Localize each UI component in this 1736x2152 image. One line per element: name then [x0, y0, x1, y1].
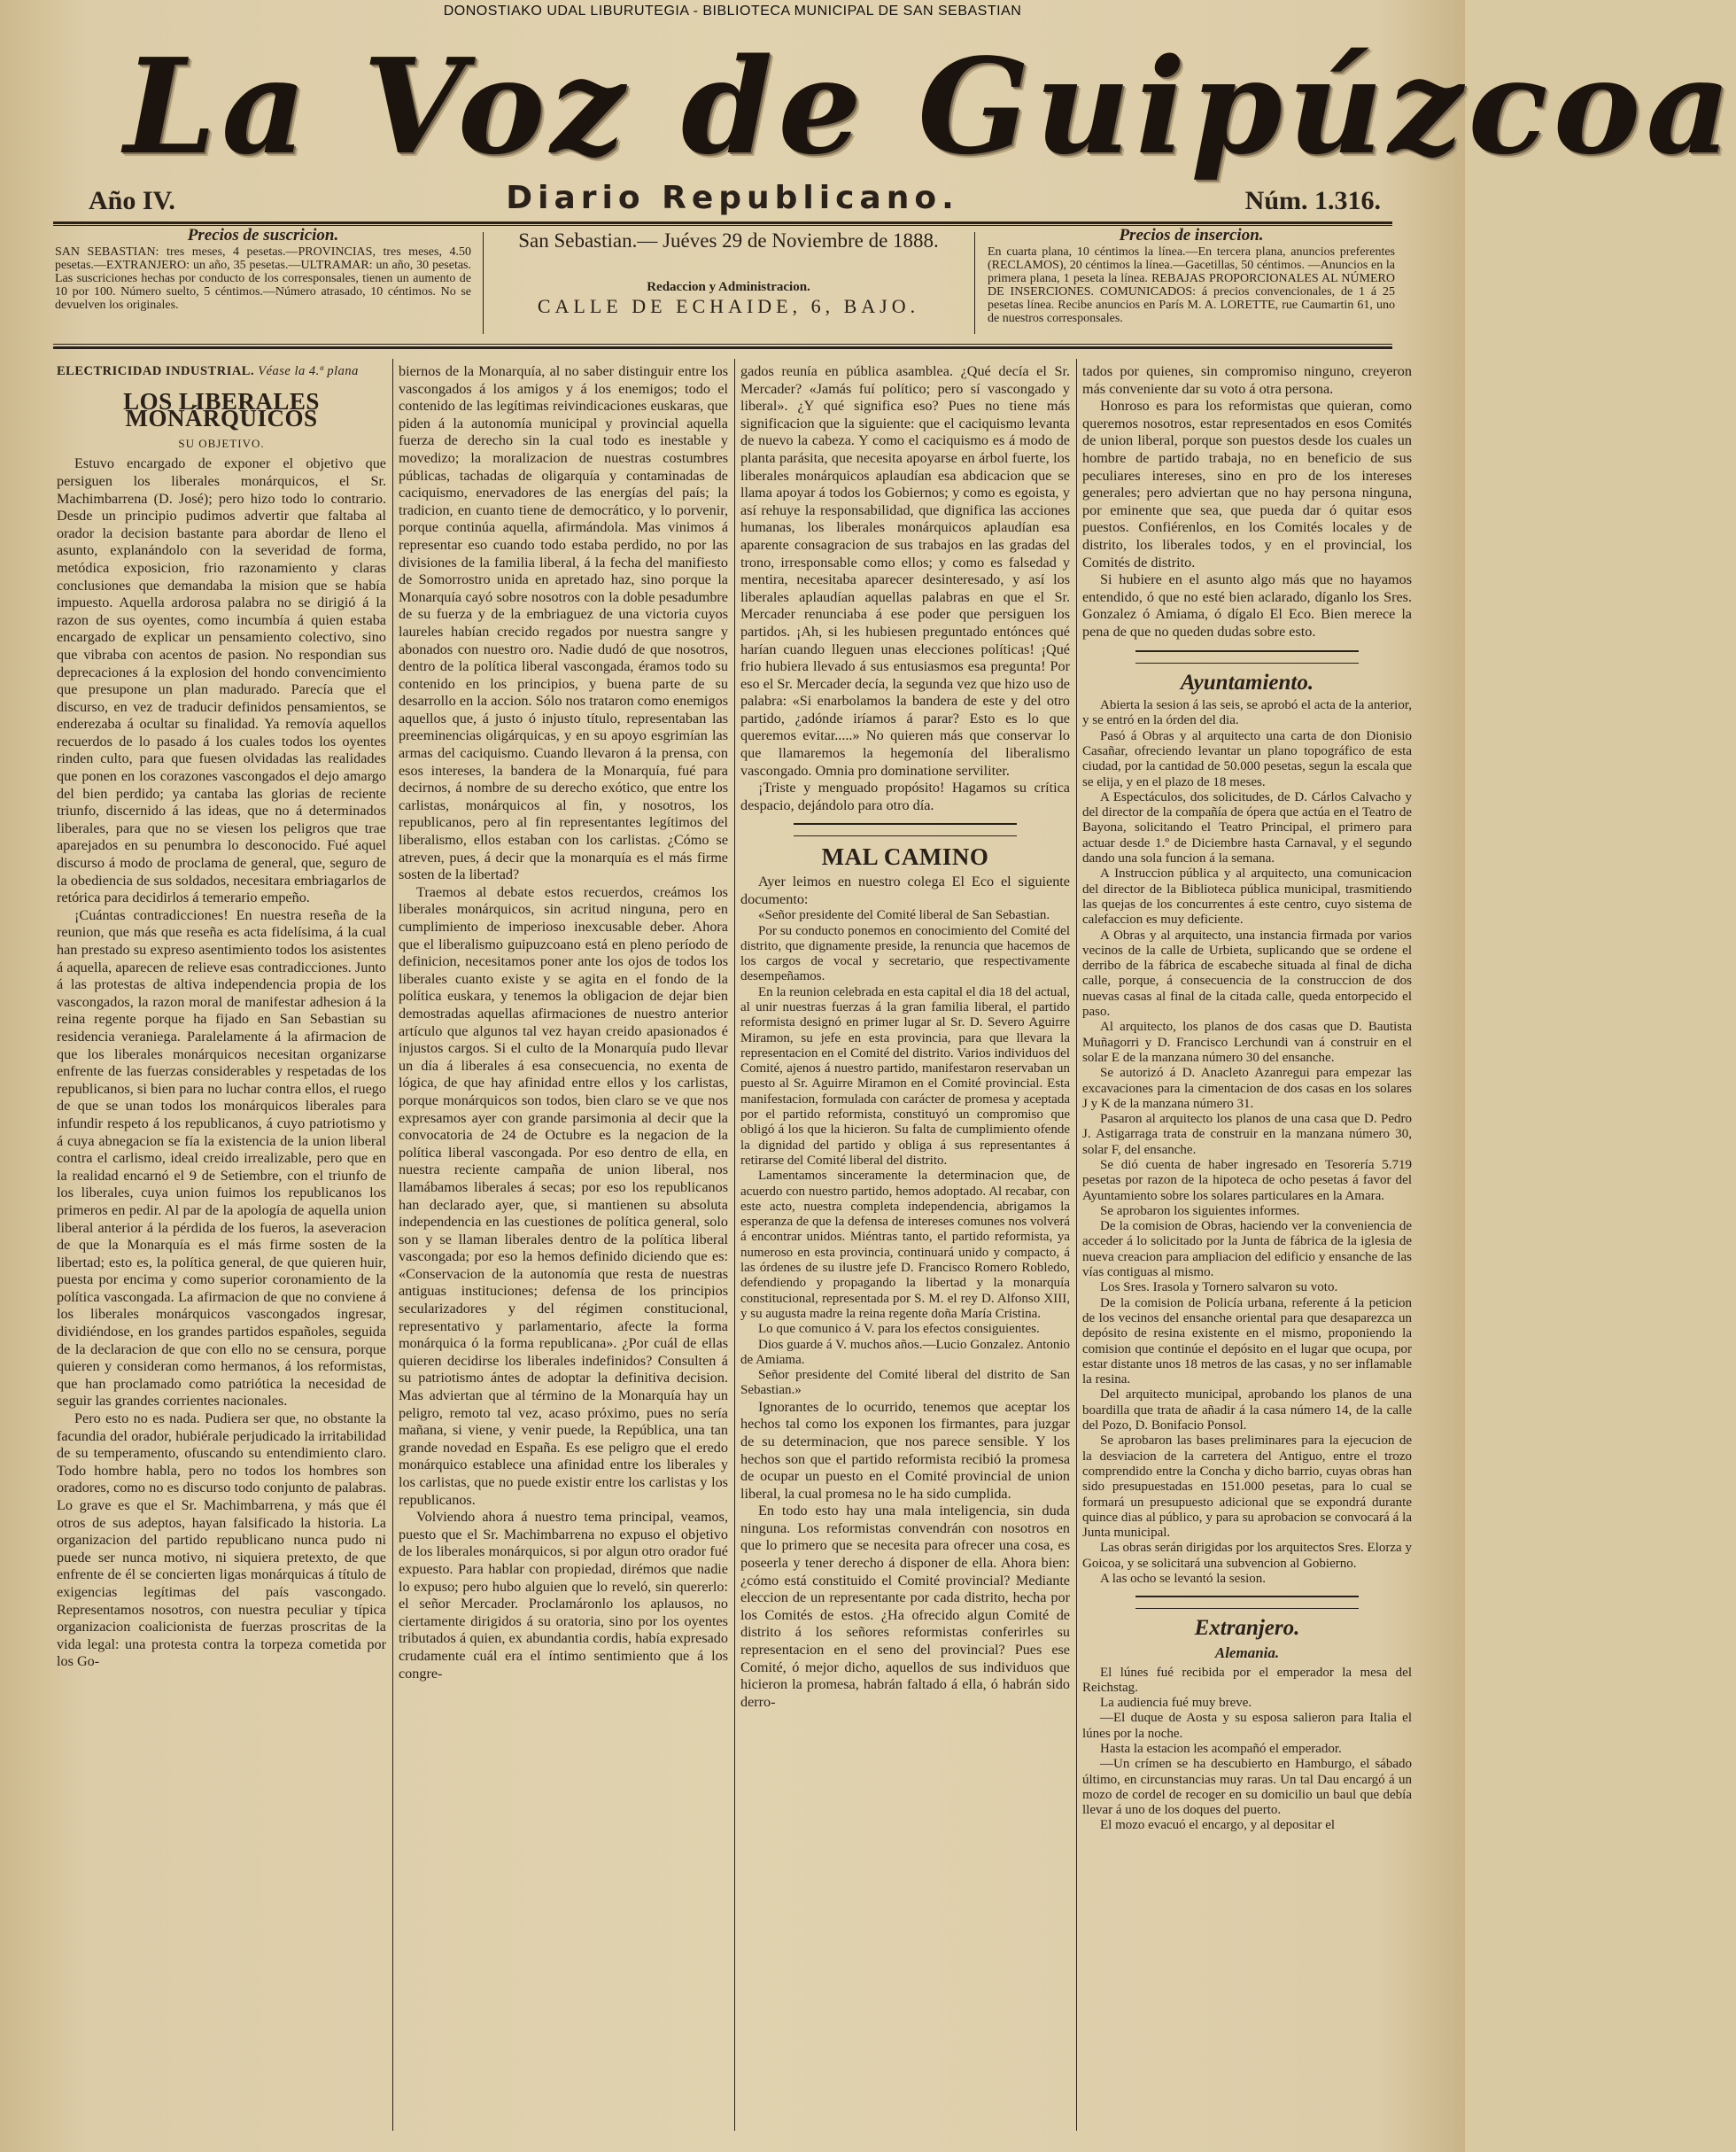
- article-headline: LOS LIBERALES MONÁRQUICOS: [123, 387, 320, 432]
- document-paragraph: Señor presidente del Comité liberal del distrito de San Sebastian.»: [740, 1368, 1070, 1398]
- news-paragraph: El lúnes fué recibida por el emperador la mesa del Reichstag.: [1082, 1665, 1412, 1695]
- foreign-news: [1082, 1666, 1412, 1834]
- article-subhead: SU OBJETIVO.: [178, 436, 265, 450]
- section-separator: [1135, 650, 1359, 664]
- minutes-paragraph: Se aprobaron las bases preliminares para la ejecucion de la desviacion de la carretera del Antiguo, entre el trozo comprendido entre la Concha y dicho barrio, cuyas obras han sido presupuestadas en 151.000 pesetas, para lo cual se formará un presupuesto adicional que se expondrá durante quince dias al público, y para su aprobacion se convocará á la Junta municipal.: [1082, 1433, 1412, 1541]
- news-paragraph: —El duque de Aosta y su esposa salieron para Italia el lúnes por la noche.: [1082, 1711, 1412, 1741]
- article-paragraph: ¡Triste y menguado propósito! Hagamos su crítica despacio, dejándolo para otro día.: [740, 780, 1070, 813]
- news-paragraph: La audiencia fué muy breve.: [1100, 1696, 1252, 1711]
- column-4: [1082, 363, 1412, 2135]
- masthead: [124, 27, 1736, 186]
- notice-label: ELECTRICIDAD INDUSTRIAL.: [57, 364, 255, 378]
- section-heading-extranjero: Extranjero.: [1194, 1616, 1300, 1641]
- office-address: CALLE DE ECHAIDE, 6, BAJO.: [537, 295, 920, 317]
- article-paragraph: Ayer leimos en nuestro colega El Eco el siguiente documento:: [740, 874, 1070, 907]
- document-paragraph: «Señor presidente del Comité liberal de San Sebastian.: [758, 908, 1050, 923]
- column-divider: [1076, 359, 1077, 2131]
- document-paragraph: Dios guarde á V. muchos años.—Lucio Gonzalez. Antonio de Amiama.: [740, 1337, 1070, 1367]
- subscription-heading: Precios de suscricion.: [187, 226, 339, 245]
- header-divider-right: [974, 232, 975, 334]
- section-separator: [1135, 1596, 1359, 1609]
- minutes-paragraph: A Obras y al arquitecto, una instancia firmada por varios vecinos de la calle de Urbieta, suplicando que se ordene el derribo de la fábrica de escabeche situada al final de dicha calle, porque, á consecuencia de la construccion de dos nuevas casas al final de la citada calle, queda entorpecido el paso.: [1082, 928, 1412, 1020]
- dateline-box: [496, 229, 961, 335]
- minutes-paragraph: A Instruccion pública y al arquitecto, una comunicacion del director de la Biblioteca pública municipal, trasmitiendo las quejas de los concurrentes á este centro, cuyo sistema de calefaccion es muy deficiente.: [1082, 866, 1412, 928]
- newspaper-title: La Voz de Guipúzcoa: [124, 29, 1736, 183]
- article-paragraph: Estuvo encargado de exponer el objetivo que persiguen los liberales monárquicos, el Sr. Machimbarrena (D. José); pero hizo todo lo contrario. Desde un principio pudimos advertir que faltaba al orador la decision bastante para abordar de lleno el asunto, explanándolo con la severidad de forma, metódica exposicion, frio razonamiento y claras conclusiones que demandaba la mision que se había impuesto. Aquella ardorosa palabra no se dirigió á la razon de sus oyentes, como incumbía á quien estaba encargado de explicar un pensamiento colectivo, sino que vibraba con acentos de pasion. No respondian sus deprecaciones á la explosion del hondo convencimiento que presupone un plan madurado. Parecía que el discurso, en vez de traducir definidos pensamientos, se enderezaba á ocultar su finalidad. Ya removía aquellos recuerdos de lo pasado á los cuales todos los oyentes rinden culto, para que fuesen olvidadas las realidades que ponen en los corazones vascongados el dejo amargo del bien perdido; ya cantaba las glorias de reciente triunfo, discernido á las ideas, que no á determinados liberales, para que no se viesen los peligros que trae aparejados en su penumbra lo desconocido. Fué aquel discurso á modo de proclama de general, que, seguro de la obediencia de sus soldados, necesitara embriagarlos de retórica para decidirlos á temerario empeño.: [57, 455, 386, 906]
- article-paragraph: Pero esto no es nada. Pudiera ser que, no obstante la facundia del orador, hubiérale perjudicado la irritabilidad de su temperamento, ofuscando su entendimiento claro. Todo hombre habla, pero no todos los hombres son oradores, como no es discurso todo conjunto de palabras. Lo grave es que el Sr. Machimbarrena, y más que él otros de sus adeptos, hayan falsificado la historia. La organizacion del partido republicano nunca pudo ni puede ser nunca motivo, ni siquiera pretexto, de que enfrente de él se concierten ligas monárquicas á título de exigencias legítimas del país vascongado. Representamos nosotros, con nuestra peculiar y típica organizacion coalicionista de fuerzas proscritas de la vida legal: una protesta contra la torpeza cometida por los Go-: [57, 1410, 386, 1670]
- minutes-paragraph: Los Sres. Irasola y Tornero salvaron su voto.: [1100, 1280, 1338, 1295]
- notice-text: Véase la 4.ª plana: [258, 364, 359, 378]
- minutes-paragraph: Se dió cuenta de haber ingresado en Tesorería 5.719 pesetas por razon de la hipoteca de ocho pesetas á favor del Ayuntamiento sobre los solares particulares en la Amara.: [1082, 1158, 1412, 1203]
- column-1: [57, 363, 386, 2135]
- minutes-paragraph: A las ocho se levantó la sesion.: [1100, 1572, 1267, 1587]
- article-paragraph: ¡Cuántas contradicciones! En nuestra reseña de la reunion, que más que reseña es acta fidelísima, á la cual han prestado su expreso asentimiento todos los asistentes á aquella, aparecen de relieve esas contradicciones. Junto á las protestas de altiva independencia propia de los vascongados, la razon moral de manifestar adhesion á la reina regente porque ha fijado en San Sebastian su residencia veraniega. Paralelamente á la afirmacion de que los liberales monárquicos necesitan organizarse enfrente de las fuerzas considerables y respetadas de los republicanos, si bien para no luchar contra ellos, el ruego de que se unan todos los monárquicos liberales para infundir respeto á los republicanos, á cuyo patriotismo y á cuya abnegacion se fía la existencia de la union liberal contra el carlismo, ideal creido irrealizable, pero que en la realidad encarnó el 9 de Setiembre, con el triunfo de los liberales, cuya union fuimos los republicanos los primeros en pedir. Al par de la apología de aquella union liberal anterior á la pérdida de los fueros, la aseveracion de que la Monarquía es el más firme sosten de la libertad; esto es, la política general, de que quieren huir, puesta por encima y como superior coronamiento de la política vascongada. La afirmacion de que no conviene á los liberales monárquicos vascongados ingresar, dividiéndose, en los grandes partidos españoles, seguida de la declaracion de que con ello no se censura, porque quieren y consideran como hermanos, á los reformistas, que han proclamado como patriótica la necesidad de seguir las grandes corrientes nacionales.: [57, 906, 386, 1410]
- minutes-paragraph: Pasaron al arquitecto los planos de una casa que D. Pedro J. Astigarraga trata de construir en la manzana número 30, solar F, del ensanche.: [1082, 1112, 1412, 1157]
- column-divider: [734, 359, 735, 2131]
- council-minutes: [1082, 698, 1412, 1587]
- year-label: Año IV.: [89, 186, 175, 215]
- article-paragraph: En todo esto hay una mala inteligencia, sin duda ninguna. Los reformistas convendrán con nosotros en que lo primero que se necesita para ofrecer una cosa, es poseerla y tener derecho á disponer de ella. Ahora bien: ¿cómo está constituido el Comité provincial? Mediante eleccion de un representante por cada distrito, hecha por los Comités de estos. ¿Ha ofrecido algun Comité de distrito á los señores reformistas conferirles su representacion en el seno del provincial? Pues ese Comité, ó mejor dicho, aquellos de sus individuos que hicieron la promesa, habrán faltado á ella, ó habrán sido derro-: [740, 1503, 1070, 1710]
- body-rule: [53, 346, 1392, 349]
- section-heading-ayuntamiento: Ayuntamiento.: [1180, 670, 1314, 695]
- section-separator: [794, 823, 1017, 836]
- article-paragraph: gados reunía en pública asamblea. ¿Qué decía el Sr. Mercader? «Jamás fuí político; pero sí vascongado y liberal». ¿Y qué significa eso? Pues no tiene más significacion que la siguiente: que el caciquismo levanta de nuevo la cabeza. Y como el caciquismo es á modo de planta parásita, que necesita apoyarse en árbol fuerte, los liberales monárquicos aplaudían esa abdicacion que se llama apoyar á todos los Gobiernos; y como es egoista, y así rehuye la responsabilidad, que dignifica las acciones humanas, los liberales monárquicos aplaudían esa aparente consagracion de sus trabajos en las gradas del trono, irresponsable como ellos; y como es falsedad y mentira, necesitaba aparecer desinteresado, y así los liberales aplaudían aquellas palabras en que el Sr. Mercader renunciaba á ese poder que persiguen los partidos. ¡Ah, si les hubiesen preguntado entónces qué harían cuando lleguen unas elecciones políticas! ¡Qué frio hubiera llevado á sus entusiasmos esa pregunta! Por eso el Sr. Mercader decía, la segunda vez que hizo uso de palabra: «Si enarbolamos la bandera de este y del otro partido, ¿adónde iríamos á parar? Esto es lo que queremos evitar.....» No quieren más que conservar lo que llamaremos la hegemonía del liberalismo vascongado. Omnia pro dominatione serviliter.: [740, 363, 1070, 779]
- newspaper-subtitle: Diario Republicano.: [506, 180, 959, 216]
- dateline: San Sebastian.— Juéves 29 de Noviembre de 1888.: [518, 229, 939, 252]
- document-paragraph: Lo que comunico á V. para los efectos consiguientes.: [758, 1322, 1040, 1337]
- article-paragraph: Si hubiere en el asunto algo más que no hayamos entendido, ó que no esté bien aclarado, díganlo los Sres. Gonzalez ó Amiama, ó dígalo El Eco. Bien merece la pena de que no queden dudas sobre esto.: [1082, 571, 1412, 640]
- subscription-text: SAN SEBASTIAN: tres meses, 4 pesetas.—PROVINCIAS, tres meses, 4.50 pesetas.—EXTRANJERO: un año, 35 pesetas.—ULTRAMAR: un año, 30 pesetas. Las suscriciones hechas por conducto de los corresponsales, tienen un aumento de 10 por 100. Número suelto, 5 céntimos.—Número atrasado, 10 céntimos. No se devuelven los originales.: [55, 245, 471, 312]
- article-paragraph: Honroso es para los reformistas que quieran, como queremos nosotros, estar representados en esos Comités de union liberal, porque son puestos desde los cuales un hombre de partido trabaja, no en beneficio de sus peculiares intereses, sino en pro de los intereses generales; pero adviertan que no hay persona ninguna, por eminente que sea, que pueda dar ó quitar esos puestos. Confiérenlos, en los Comités locales y de distrito, los liberales todos, y en el provincial, los Comités de distrito.: [1082, 398, 1412, 571]
- body-rule-thin: [53, 344, 1392, 345]
- issue-number: Núm. 1.316.: [1244, 186, 1381, 215]
- column-2: [399, 363, 728, 2135]
- minutes-paragraph: Al arquitecto, los planos de dos casas que D. Bautista Muñagorri y D. Francisco Lerchundi van á construir en el solar E de la manzana número 30 del ensanche.: [1082, 1020, 1412, 1065]
- article-headline-mal-camino: MAL CAMINO: [821, 843, 989, 871]
- minutes-paragraph: Abierta la sesion á las seis, se aprobó el acta de la anterior, y se entró en la órden del dia.: [1082, 698, 1412, 728]
- news-paragraph: —Un crímen se ha descubierto en Hamburgo, el sábado último, en circunstancias muy raras. Un tal Dau encargó á un mozo de cordel de recoger en su domicilio un baul que debía llevar á uno de los doques del puerto.: [1082, 1757, 1412, 1818]
- header-rule: [53, 221, 1392, 224]
- document-paragraph: Lamentamos sinceramente la determinacion que, de acuerdo con nuestro partido, hemos adoptado. Al recabar, con este acto, nuestra completa independencia, abrigamos la esperanza de que la defensa de intereses comunes nos volverá á encontrar unidos. Miéntras tanto, el partido reformista, ya numeroso en esta provincia, continuará unido y compacto, á las órdenes de su ilustre jefe D. Francisco Romero Robledo, defendiendo y propagando la libertad y la monarquía constitucional, representada por S. M. el rey D. Alfonso XIII, y su augusta madre la reina regente doña María Cristina.: [740, 1169, 1070, 1321]
- minutes-paragraph: De la comision de Policía urbana, referente á la peticion de los vecinos del ensanche oriental para que desaparezca un depósito de resina existente en el mismo, proponiendo la comision que continúe el depósito en el lugar que ocupa, por estar distante unos 18 metros de las casas, y no ser inflamable la resina.: [1082, 1295, 1412, 1387]
- insertion-heading: Precios de insercion.: [1119, 226, 1264, 245]
- archive-stamp: DONOSTIAKO UDAL LIBURUTEGIA - BIBLIOTECA MUNICIPAL DE SAN SEBASTIAN: [443, 4, 1022, 19]
- article-paragraph: Traemos al debate estos recuerdos, creámos los liberales monárquicos, sin acritud ninguna, pero en cumplimiento de imperioso inexcusable deber. Ahora que el liberalismo guipuzcoano está en pleno período de definicion, necesitamos poner ante los ojos de todos los liberales cuanto existe y se agita en el fondo de la política euskara, y tenemos la obligacion de dejar bien demostradas aquellas afirmaciones de nuestro anterior artículo que algunos tal vez hayan creido apasionados é injustos cargos. Si el culto de la Monarquía pudo llevar un día á liberales á esa consecuencia, no exenta de lógica, de que hay afinidad entre ellos y los carlistas, porque monárquicos son todos, bien claro se ve que nos expresamos ayer con grande parsimonia al decir que la convocatoria de 24 de Octubre es la negacion de la política liberal vascongada. Por eso dentro de ella, en nuestra reciente campaña de union liberal, nos llamábamos liberales á secas; por eso los republicanos han declarado ayer, que, si mantienen su absoluta independencia en las cuestiones de política general, solo son y se llaman liberales dentro de la política liberal vascongada; por eso la hemos definido diciendo que es: «Conservacion de la autonomía que resta de nuestras antiguas instituciones; defensa de los principios secularizadores y del régimen constitucional, representativo y parlamentario, afecte la forma monárquica ó la forma republicana». ¿Por cuál de ellas quieren decidirse los liberales indefinidos? Consulten á su patriotismo ántes de adoptar la definitiva decision. Mas adviertan que al término de la Monarquía hay un peligro, remoto tal vez, acaso próximo, pues no sería mañana, si viene, y venir puede, la República, una tan grande novedad en España. Es ese peligro que el eredo monárquico establece una afinidad entre los liberales y los carlistas, que no puede existir entre los carlistas y los republicanos.: [399, 883, 728, 1508]
- news-paragraph: El mozo evacuó el encargo, y al depositar el: [1100, 1818, 1336, 1833]
- editorial-office-label: Redaccion y Administracion.: [647, 280, 810, 294]
- column-3: [740, 363, 1070, 2135]
- document-paragraph: Por su conducto ponemos en conocimiento del Comité del distrito, que dignamente preside, la renuncia que hacemos de los cargos de vocal y secretario, que respectivamente desempeñamos.: [740, 923, 1070, 984]
- article-paragraph: Ignorantes de lo ocurrido, tenemos que aceptar los hechos tal como los exponen los firmantes, para juzgar de su determinacion, que nos parece sensible. Y los hechos son que el partido reformista recibió la promesa de ocupar un puesto en el Comité provincial de union liberal, la cual promesa no le ha sido cumplida.: [740, 1398, 1070, 1502]
- minutes-paragraph: Se aprobaron los siguientes informes.: [1100, 1203, 1300, 1218]
- insertion-prices: [988, 226, 1395, 335]
- minutes-paragraph: Del arquitecto municipal, aprobando los planos de una boardilla que trata de añadir á la casa número 14, de la calle del Pozo, D. Bonifacio Ponsol.: [1082, 1387, 1412, 1433]
- minutes-paragraph: Pasó á Obras y al arquitecto una carta de don Dionisio Casañar, ofreciendo levantar un plano topográfico de esta ciudad, por la cantidad de 50.000 pesetas, segun la escala que se elija, y en el plazo de 18 meses.: [1082, 728, 1412, 789]
- article-paragraph: biernos de la Monarquía, al no saber distinguir entre los vascongados á los amigos y á los enemigos; todo el contenido de las legítimas reivindicaciones euskaras, que piden á la autonomía municipal y provincial aquella fuerza de derecho sin la cual todo es inestable y movedizo; la moralizacion de nuestras costumbres públicas, tachadas de oligarquía y contaminadas de caciquismo, enervadores de las energías del país; la tradicion, en cuanto tiene de democrático, y lo porvenir, porque continúa aquella, afirmándola. Mas vinimos á representar eso cuando todo estaba perdido, no por las divisiones de la familia liberal, á la fecha del manifiesto de Somorrostro unida en apretado haz, sino porque la Monarquía cayó sobre nosotros con la doble pesadumbre de su fuerza y de la embriaguez de una victoria cuyos laureles habían crecido regados por nuestra sangre y abonados con nuestro oro. Nadie dudó de que nosotros, dentro de la política liberal vascongada, éramos todo su contenido en los principios, y buena parte de su desarrollo en la accion. Sólo nos trataron como enemigos aquellos que, á justo ó injusto título, representaban las preeminencias oligárquicas, y en su apoyo esgrimían las armas del caciquismo. Cuando llevaron á la prensa, con esos intereses, la bandera de la Monarquía, fué para decirnos, á nombre de su derecho exótico, que entre los carlistas, monárquicos al fin, y nosotros, los republicanos, pero al fin representantes legítimos del liberalismo, ellos estaban con los carlistas. ¿Cómo se atreven, pues, á decir que la monarquía es el más firme sosten de la libertad?: [399, 363, 728, 883]
- news-paragraph: Hasta la estacion les acompañó el emperador.: [1100, 1741, 1342, 1756]
- article-paragraph: tados por quienes, sin compromiso ninguno, creyeron más conveniente dar su voto á otra persona.: [1082, 363, 1412, 397]
- insertion-text: En cuarta plana, 10 céntimos la línea.—En tercera plana, anuncios preferentes (RECLAMOS), 20 céntimos la línea.—Gacetillas, 50 céntimos. —Anuncios en la primera plana, 1 peseta la línea. REBAJAS PROPORCIONALES AL NÚMERO DE INSERCIONES. COMUNICADOS: á precios convencionales, de 1 á 25 pesetas línea. Recibe anuncios en París M. A. LORETTE, rue Caumartin 61, uno de nuestros corresponsales.: [988, 245, 1395, 325]
- article-paragraph: Volviendo ahora á nuestro tema principal, veamos, puesto que el Sr. Machimbarrena no expuso el objetivo de los liberales monárquicos, si por algun otro orador fué expuesto. Para hablar con propiedad, dirémos que nadie lo expuso; pero hubo alguien que lo reveló, sin quererlo: el señor Mercader. Proclamáronlo los aplausos, no ciertamente dirigidos á su oratoria, sino por los oyentes tributados á quien, ex abundantia cordis, había expresado crudamente cuál era el íntimo sentimiento que á los congre-: [399, 1509, 728, 1682]
- minutes-paragraph: Se autorizó á D. Anacleto Azanregui para empezar las excavaciones para la cimentacion de dos casas en los solares J y K de la manzana número 31.: [1082, 1066, 1412, 1111]
- column-divider: [392, 359, 393, 2131]
- notice-line: [57, 363, 386, 381]
- minutes-paragraph: De la comision de Obras, haciendo ver la conveniencia de acceder á lo solicitado por la Junta de fábrica de la iglesia de nueva creacion para ampliacion del edificio y ensanche de las vías contiguas al mismo.: [1082, 1219, 1412, 1280]
- subsection-heading-alemania: Alemania.: [1214, 1643, 1280, 1661]
- header-divider-left: [483, 232, 484, 334]
- minutes-paragraph: Las obras serán dirigidas por los arquitectos Sres. Elorza y Goicoa, y se solicitará una subvencion al Gobierno.: [1082, 1541, 1412, 1571]
- quoted-document: [740, 908, 1070, 1399]
- subscription-prices: [55, 226, 471, 335]
- minutes-paragraph: A Espectáculos, dos solicitudes, de D. Cárlos Calvacho y del director de la compañía de ópera que actúa en el Teatro de Bayona, solicitando el Teatro Principal, el primero para actuar desde 1.º de Diciembre hasta Carnaval, y el segundo dando una sola funcion á la semana.: [1082, 789, 1412, 866]
- document-paragraph: En la reunion celebrada en esta capital el dia 18 del actual, al unir nuestras fuerzas á la gran familia liberal, el partido reformista designó en primer lugar al Sr. D. Severo Aguirre Miramon, su jefe en esta provincia, para que llevara la representacion en el Comité del distrito. Varios individuos del Comité, ajenos á nuestro partido, manifestaron reservaban un puesto al Sr. Aguirre Miramon en el Comité provincial. Esta manifestacion, formulada con carácter de promesa y aceptada por el partido reformista, constituyó un compromiso que obligó á los que la hicieron. Su falta de cumplimiento ofende la dignidad del partido y obliga á sus representantes á retirarse del Comité liberal del distrito.: [740, 984, 1070, 1168]
